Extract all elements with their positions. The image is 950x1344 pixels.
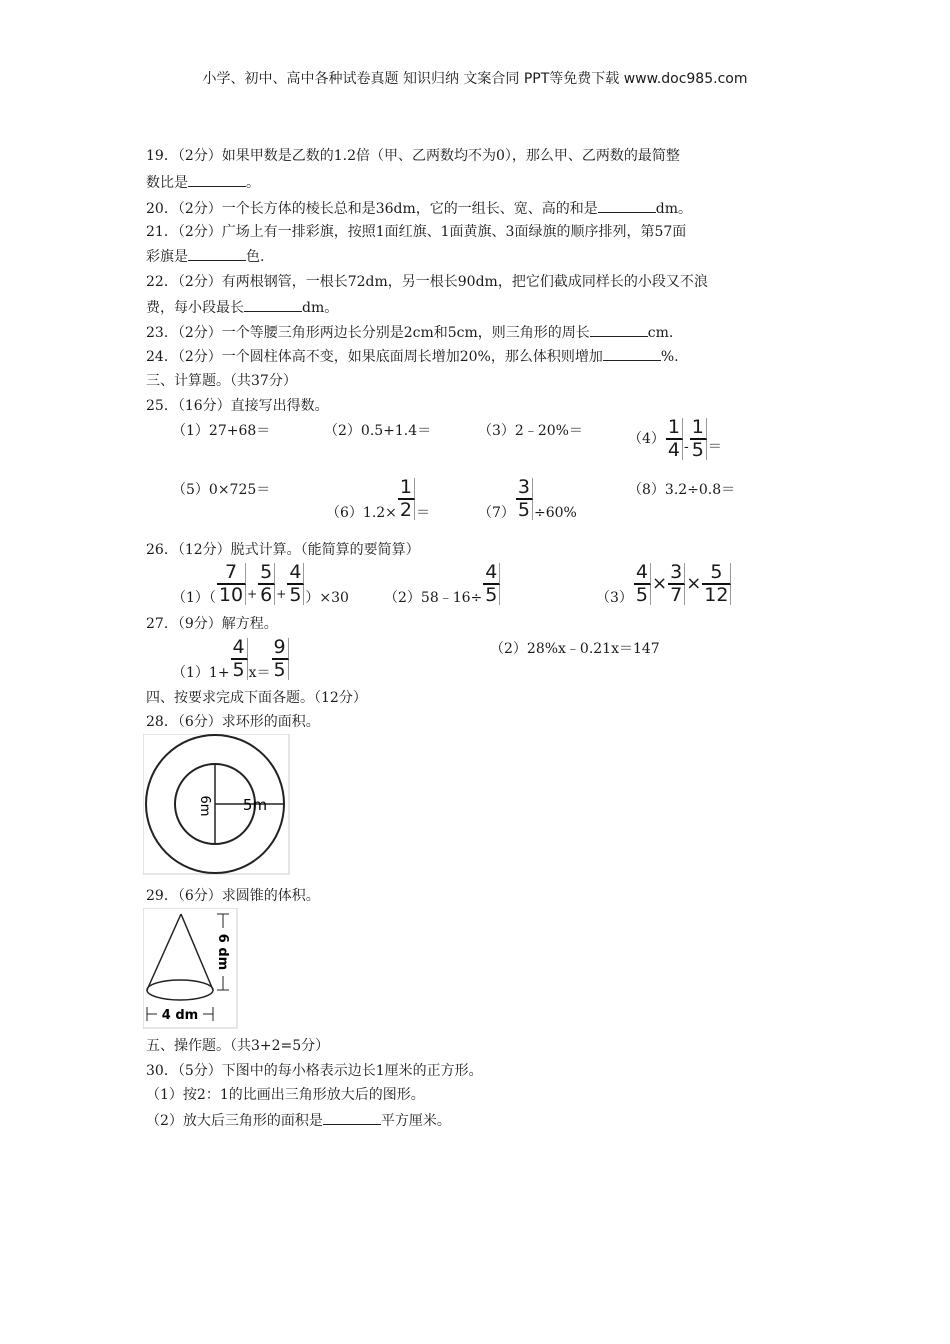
q24-text: 24．（2分）一个圆柱体高不变，如果底面周长增加20%，那么体积则增加 — [146, 349, 603, 365]
minus-sign: - — [684, 439, 689, 455]
denominator: 6 — [258, 585, 275, 605]
fraction — [287, 563, 304, 605]
question-22-cont — [146, 297, 338, 318]
question-23 — [146, 322, 673, 343]
denominator: 5 — [634, 585, 651, 605]
question-22 — [146, 272, 708, 292]
fraction — [634, 563, 651, 605]
q26-part-3 — [596, 563, 732, 605]
q21-end: 色. — [246, 249, 265, 265]
denominator: 5 — [690, 440, 707, 460]
denominator: 5 — [516, 500, 533, 520]
diameter-label: 4 dm — [161, 1008, 199, 1023]
q30-p2-unit: 平方厘米。 — [380, 1113, 451, 1129]
question-27-title: 27．（9分）解方程。 — [146, 616, 278, 632]
q30-part-2 — [146, 1110, 451, 1131]
denominator: 4 — [666, 440, 683, 460]
answer-blank-21[interactable] — [188, 246, 246, 261]
q25-p4-label: （4） — [628, 431, 665, 447]
fraction — [231, 638, 248, 680]
numerator: 5 — [702, 563, 731, 585]
q30-part-1: （1）按2：1的比画出三角形放大后的图形。 — [146, 1087, 425, 1103]
answer-blank-20[interactable] — [598, 198, 656, 213]
q23-text: 23．（2分）一个等腰三角形两边长分别是2cm和5cm，则三角形的周长 — [146, 325, 590, 341]
answer-blank-19[interactable] — [188, 172, 246, 187]
q24-unit: %. — [660, 349, 679, 365]
q25-part-3: （3）2﹣20%＝ — [478, 423, 583, 439]
numerator: 5 — [258, 563, 275, 585]
question-19-cont — [146, 172, 260, 193]
times-sign: × — [686, 573, 702, 594]
q21-text: 彩旗是 — [146, 249, 188, 265]
question-28-title: 28．（6分）求环形的面积。 — [146, 714, 320, 730]
q22-line1: 22．（2分）有两根钢管，一根长72dm，另一根长90dm，把它们截成同样长的小段又不浪 — [146, 274, 708, 290]
equals-sign: ＝ — [707, 439, 722, 455]
denominator: 2 — [398, 500, 415, 520]
fraction — [483, 563, 500, 605]
fraction — [516, 478, 533, 520]
page-header: 小学、初中、高中各种试卷真题 知识归纳 文案合同 PPT等免费下载 www.doc985.com — [202, 71, 748, 87]
denominator: 5 — [287, 585, 304, 605]
answer-blank-23[interactable] — [590, 322, 648, 337]
height-label: 6 dm — [215, 933, 230, 971]
q19-text: 数比是 — [146, 175, 188, 191]
q25-part-7 — [478, 478, 577, 520]
q27-p1-mid: x＝ — [248, 665, 271, 681]
question-30-title: 30．（5分）下图中的每小格表示边长1厘米的正方形。 — [146, 1063, 483, 1079]
fraction — [258, 563, 275, 605]
q26-part-1 — [172, 563, 349, 605]
fraction — [398, 478, 415, 520]
denominator: 12 — [702, 585, 731, 605]
q20-unit: dm。 — [655, 201, 693, 217]
question-21-cont — [146, 246, 264, 267]
fraction — [702, 563, 731, 605]
denominator: 5 — [272, 660, 289, 680]
q26-p2-label: （2）58﹣16÷ — [384, 590, 483, 606]
question-24 — [146, 346, 679, 367]
inner-diameter-label: 6m — [197, 795, 212, 817]
q26-p1-label: （1）（ — [172, 590, 216, 606]
fraction — [217, 563, 246, 605]
answer-blank-30[interactable] — [323, 1110, 381, 1125]
q26-p1-rest: ）×30 — [305, 590, 349, 606]
denominator: 5 — [231, 660, 248, 680]
answer-blank-24[interactable] — [603, 346, 661, 361]
fraction — [690, 418, 707, 460]
numerator: 1 — [398, 478, 415, 500]
q23-unit: cm. — [647, 325, 674, 341]
numerator: 1 — [690, 418, 707, 440]
section-5-heading: 五、操作题。（共3+2=5分） — [146, 1038, 330, 1054]
denominator: 10 — [217, 585, 246, 605]
fraction — [666, 418, 683, 460]
denominator: 5 — [483, 585, 500, 605]
q25-part-4 — [628, 418, 722, 460]
numerator: 9 — [272, 638, 289, 660]
q25-p6-label: （6）1.2× — [326, 505, 397, 521]
q27-part-1 — [172, 638, 290, 680]
question-19 — [146, 146, 680, 166]
q19-end: 。 — [246, 175, 260, 191]
numerator: 4 — [231, 638, 248, 660]
q25-part-5: （5）0×725＝ — [172, 482, 271, 498]
q25-p7-label: （7） — [478, 505, 515, 521]
q19-line1: 19．（2分）如果甲数是乙数的1.2倍（甲、乙两数均不为0），那么甲、乙两数的最简整 — [146, 148, 680, 164]
q25-part-6 — [326, 478, 430, 520]
annulus-figure — [143, 734, 291, 876]
fraction — [668, 563, 685, 605]
cone-figure — [143, 908, 239, 1030]
numerator: 3 — [668, 563, 685, 585]
q27-part-2: （2）28%x﹣0.21x＝147 — [490, 641, 660, 657]
q25-part-2: （2）0.5+1.4＝ — [324, 423, 432, 439]
q20-text: 20．（2分）一个长方体的棱长总和是36dm，它的一组长、宽、高的和是 — [146, 201, 598, 217]
q21-line1: 21．（2分）广场上有一排彩旗，按照1面红旗、1面黄旗、3面绿旗的顺序排列，第57面 — [146, 224, 687, 240]
q22-text: 费，每小段最长 — [146, 300, 244, 316]
numerator: 4 — [483, 563, 500, 585]
q27-p1-label: （1）1+ — [172, 665, 230, 681]
q26-part-2 — [384, 563, 501, 605]
plus-sign: + — [276, 587, 287, 601]
q22-unit: dm。 — [302, 300, 339, 316]
times-sign: × — [652, 573, 668, 594]
section-3-heading: 三、计算题。（共37分） — [146, 373, 297, 389]
outer-radius-label: 5m — [242, 796, 268, 814]
section-4-heading: 四、按要求完成下面各题。（12分） — [146, 690, 367, 706]
numerator: 7 — [217, 563, 246, 585]
q25-part-8: （8）3.2÷0.8＝ — [628, 482, 736, 498]
question-21 — [146, 222, 686, 242]
plus-sign: + — [247, 587, 258, 601]
q25-part-1: （1）27+68＝ — [172, 423, 271, 439]
question-29-title: 29．（6分）求圆锥的体积。 — [146, 888, 320, 904]
numerator: 4 — [287, 563, 304, 585]
numerator: 3 — [516, 478, 533, 500]
fraction — [272, 638, 289, 680]
numerator: 1 — [666, 418, 683, 440]
q30-p2-text: （2）放大后三角形的面积是 — [146, 1113, 323, 1129]
question-26-title: 26．（12分）脱式计算。（能简算的要简算） — [146, 542, 420, 558]
question-25-title: 25．（16分）直接写出得数。 — [146, 398, 329, 414]
equals-sign: ＝ — [416, 505, 430, 521]
q26-p3-label: （3） — [596, 590, 633, 606]
denominator: 7 — [668, 585, 685, 605]
question-20 — [146, 198, 692, 219]
numerator: 4 — [634, 563, 651, 585]
answer-blank-22[interactable] — [244, 297, 302, 312]
q25-p7-rest: ÷60% — [534, 505, 577, 521]
